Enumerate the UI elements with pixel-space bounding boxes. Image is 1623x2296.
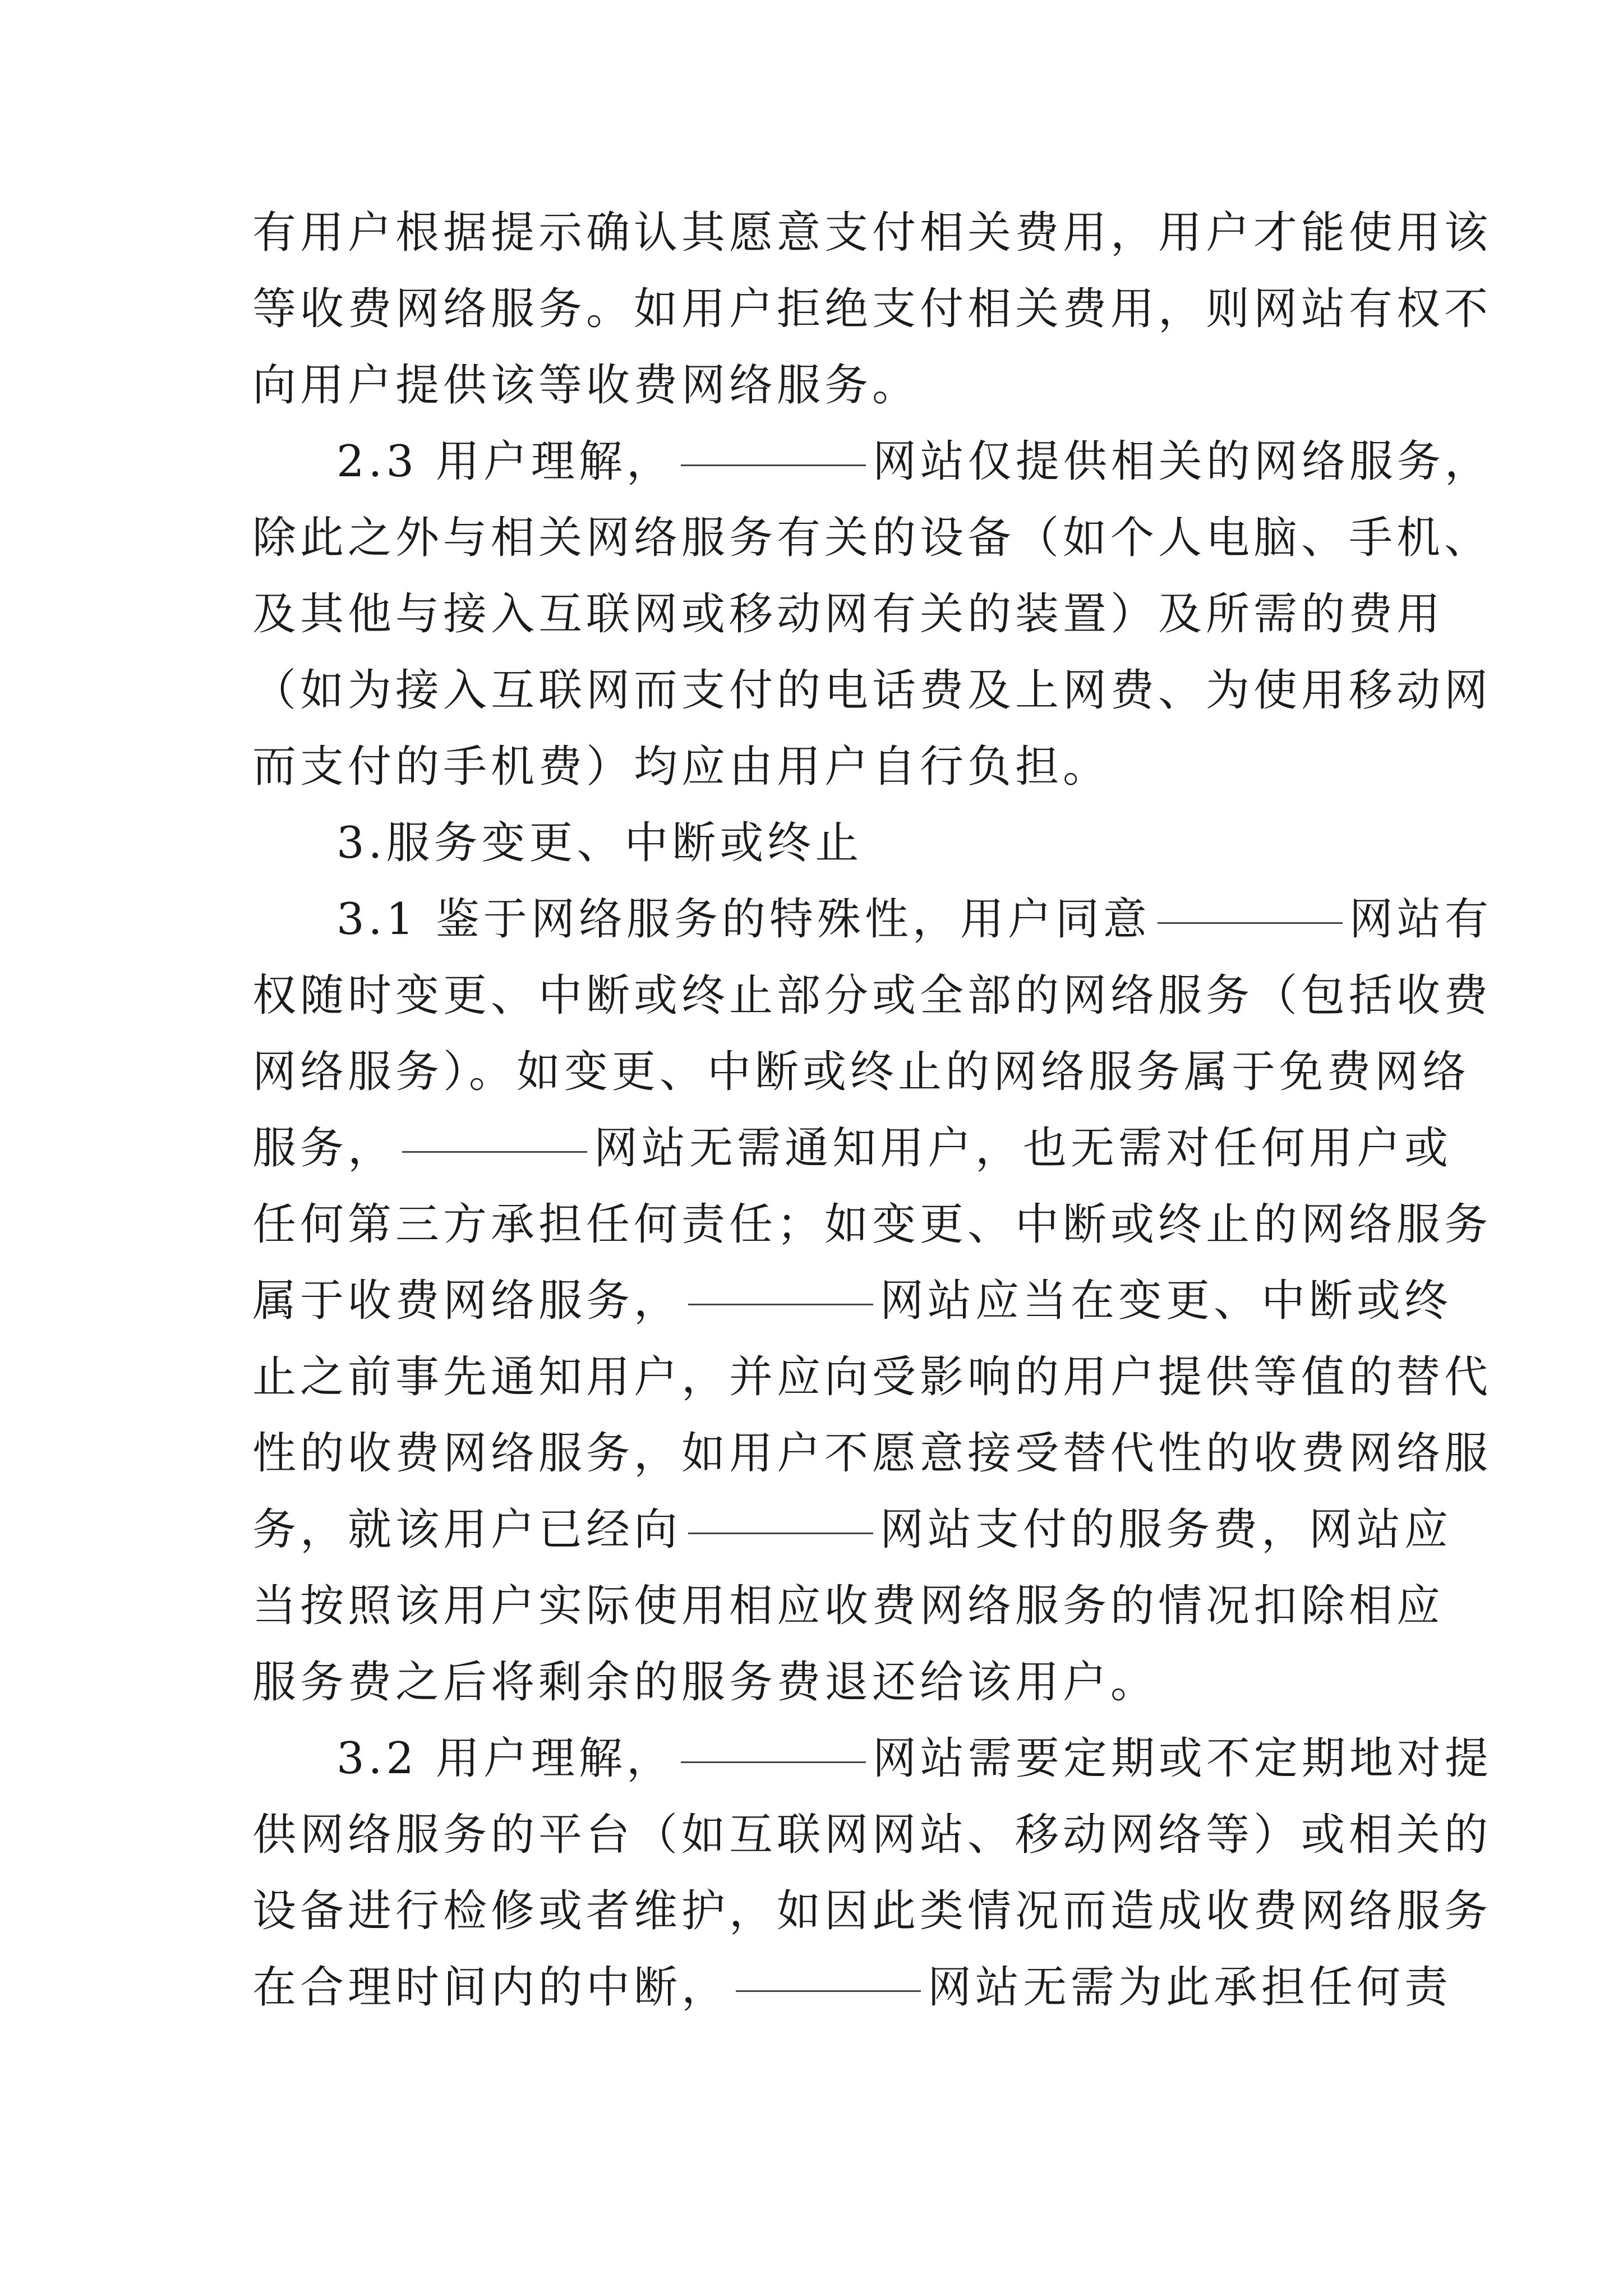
text-line: 任何第三方承担任何责任；如变更、中断或终止的网络服务	[252, 1199, 1492, 1250]
text-line: 性的收费网络服务，如用户不愿意接受替代性的收费网络服	[252, 1428, 1492, 1479]
paragraph-2-3-start: 2.3 用户理解， 网站仅提供相关的网络服务，	[336, 436, 1492, 487]
text-line: 供网络服务的平台（如互联网网站、移动网络等）或相关的	[252, 1810, 1492, 1860]
fill-in-blank	[1158, 922, 1343, 924]
text-line: 务，就该用户已经向 网站支付的服务费，网站应	[252, 1504, 1453, 1555]
text-line: 属于收费网络服务， 网站应当在变更、中断或终	[252, 1276, 1453, 1326]
text-line: 及其他与接入互联网或移动网有关的装置）及所需的费用	[252, 589, 1445, 639]
text-line: 而支付的手机费）均应由用户自行负担。	[252, 742, 1111, 792]
fill-in-blank	[681, 464, 866, 466]
fill-in-blank	[688, 1532, 873, 1534]
text-line: 向用户提供该等收费网络服务。	[252, 360, 920, 411]
fill-in-blank	[688, 1303, 873, 1305]
fill-in-blank	[681, 1761, 866, 1763]
text-line: 止之前事先通知用户，并应向受影响的用户提供等值的替代	[252, 1352, 1492, 1402]
text-line: 有用户根据提示确认其愿意支付相关费用，用户才能使用该	[252, 208, 1492, 258]
text-line: 等收费网络服务。如用户拒绝支付相关费用，则网站有权不	[252, 284, 1492, 334]
fill-in-blank	[736, 1990, 921, 1992]
text-line: 除此之外与相关网络服务有关的设备（如个人电脑、手机、	[252, 513, 1492, 563]
fill-in-blank	[402, 1151, 587, 1153]
text-line: 当按照该用户实际使用相应收费网络服务的情况扣除相应	[252, 1581, 1445, 1631]
text-line: 服务， 网站无需通知用户，也无需对任何用户或	[252, 1123, 1453, 1174]
paragraph-3-2-start: 3.2 用户理解， 网站需要定期或不定期地对提	[336, 1733, 1492, 1784]
text-line: 在合理时间内的中断， 网站无需为此承担任何责	[252, 1962, 1453, 2013]
paragraph-3-1-start: 3.1 鉴于网络服务的特殊性，用户同意 网站有	[336, 894, 1492, 945]
text-line: （如为接入互联网而支付的电话费及上网费、为使用移动网	[252, 665, 1492, 716]
section-heading-3: 3.服务变更、中断或终止	[336, 818, 863, 868]
text-line: 网络服务）。如变更、中断或终止的网络服务属于免费网络	[252, 1047, 1470, 1097]
text-line: 服务费之后将剩余的服务费退还给该用户。	[252, 1657, 1159, 1708]
text-line: 设备进行检修或者维护，如因此类情况而造成收费网络服务	[252, 1886, 1492, 1936]
text-line: 权随时变更、中断或终止部分或全部的网络服务（包括收费	[252, 970, 1492, 1021]
